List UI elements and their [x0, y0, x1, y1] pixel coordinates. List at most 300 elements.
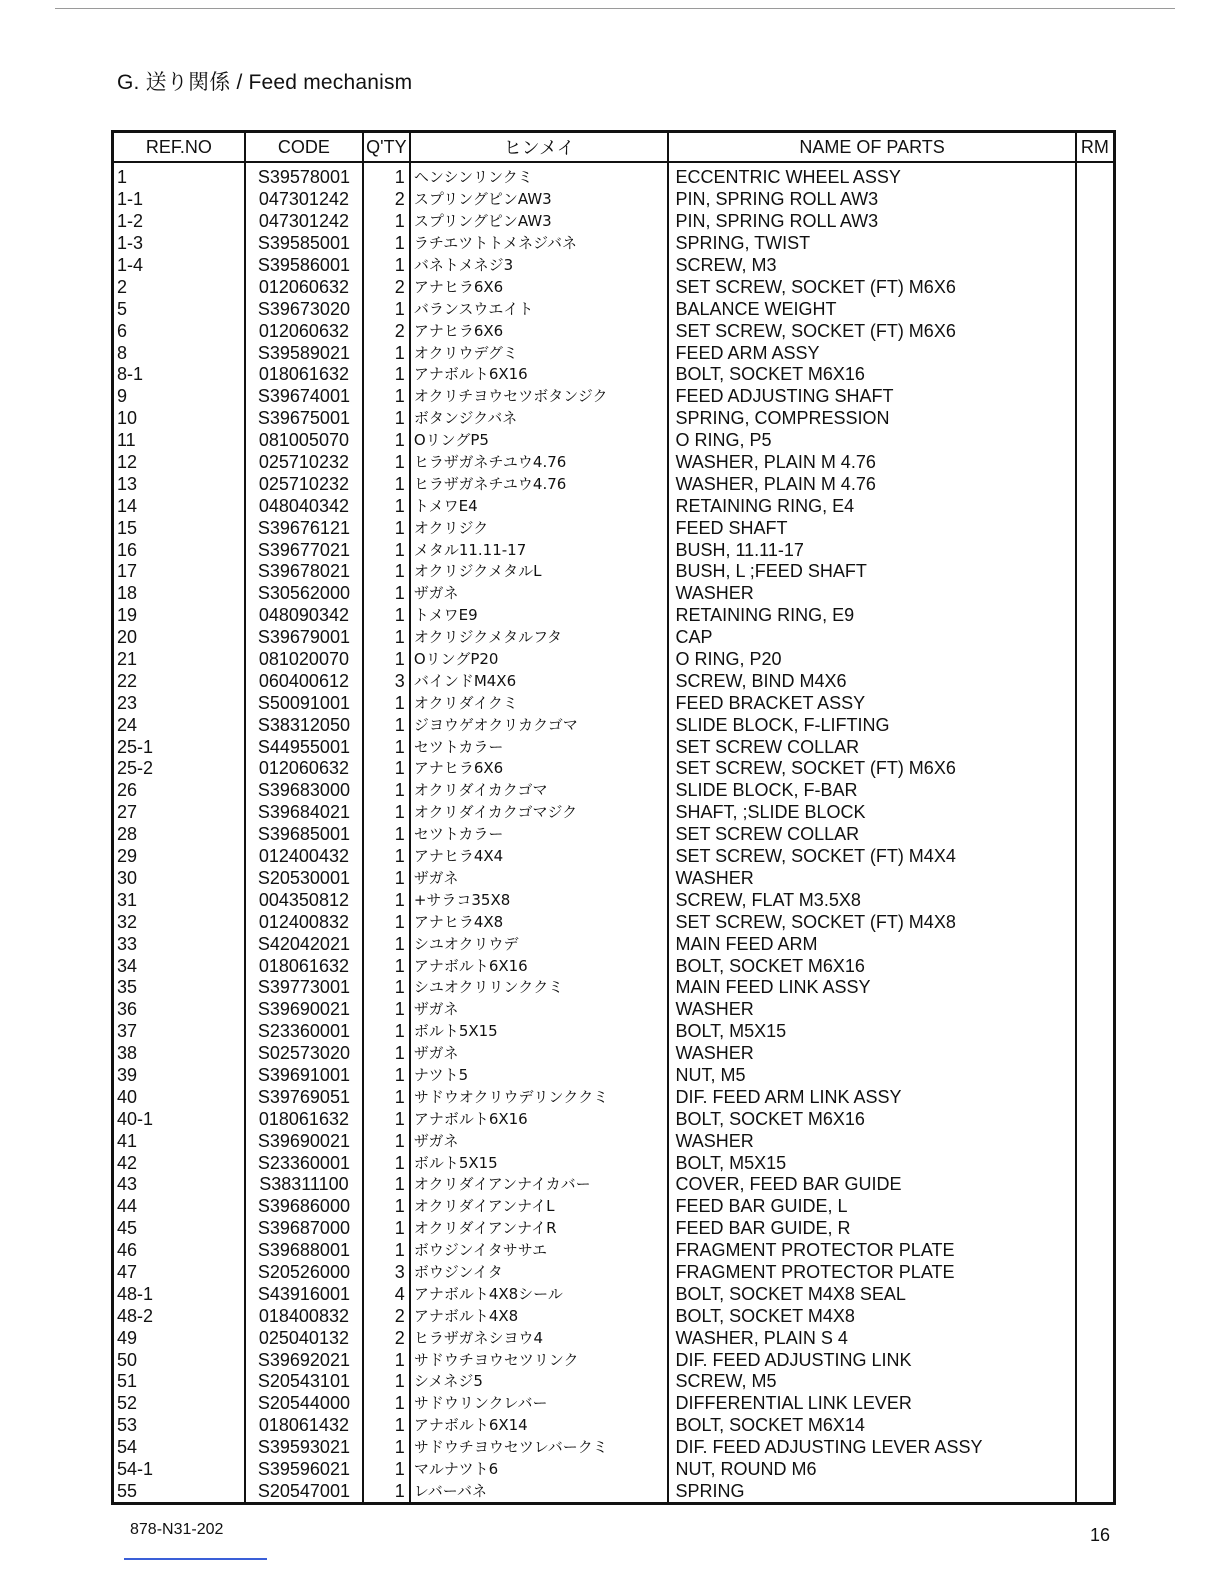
code-cell: S39593021: [245, 1437, 363, 1459]
remarks-cell: [1076, 824, 1115, 846]
qty-cell: 1: [363, 1196, 410, 1218]
table-row: [113, 911, 1115, 933]
ref-no-cell: 42: [113, 1152, 245, 1174]
table-row: [113, 955, 1115, 977]
part-name-cell: DIFFERENTIAL LINK LEVER: [668, 1393, 1075, 1415]
code-cell: 048040342: [245, 495, 363, 517]
kana-name-cell: アナボルト6X16: [410, 364, 669, 386]
ref-no-cell: 1-1: [113, 189, 245, 211]
qty-cell: 1: [363, 1218, 410, 1240]
ref-no-cell: 1-2: [113, 211, 245, 233]
table-row: [113, 1327, 1115, 1349]
table-row: [113, 1349, 1115, 1371]
kana-name-cell: ヒラザガネチユウ4.76: [410, 473, 669, 495]
table-row: [113, 473, 1115, 495]
kana-name-cell: サドウオクリウデリンククミ: [410, 1086, 669, 1108]
code-cell: S39673020: [245, 298, 363, 320]
ref-no-cell: 14: [113, 495, 245, 517]
kana-name-cell: OリングP20: [410, 649, 669, 671]
qty-cell: 2: [363, 1305, 410, 1327]
qty-cell: 1: [363, 605, 410, 627]
table-row: [113, 1415, 1115, 1437]
qty-cell: 1: [363, 1415, 410, 1437]
part-name-cell: BALANCE WEIGHT: [668, 298, 1075, 320]
table-row: [113, 627, 1115, 649]
code-cell: S39578001: [245, 162, 363, 189]
ref-no-cell: 48-1: [113, 1283, 245, 1305]
table-row: [113, 802, 1115, 824]
qty-cell: 1: [363, 408, 410, 430]
ref-no-cell: 2: [113, 276, 245, 298]
part-name-cell: SPRING, TWIST: [668, 233, 1075, 255]
qty-cell: 1: [363, 933, 410, 955]
table-row: [113, 1480, 1115, 1503]
table-row: [113, 1043, 1115, 1065]
ref-no-cell: 45: [113, 1218, 245, 1240]
table-row: [113, 670, 1115, 692]
qty-cell: 1: [363, 561, 410, 583]
code-cell: S39674001: [245, 386, 363, 408]
code-cell: S39690021: [245, 999, 363, 1021]
remarks-cell: [1076, 1305, 1115, 1327]
qty-cell: 3: [363, 1262, 410, 1284]
code-cell: 012060632: [245, 320, 363, 342]
qty-cell: 1: [363, 1480, 410, 1503]
remarks-cell: [1076, 1371, 1115, 1393]
part-name-cell: SCREW, FLAT M3.5X8: [668, 889, 1075, 911]
remarks-cell: [1076, 162, 1115, 189]
code-cell: 018061632: [245, 955, 363, 977]
remarks-cell: [1076, 1174, 1115, 1196]
code-cell: S39679001: [245, 627, 363, 649]
part-name-cell: O RING, P20: [668, 649, 1075, 671]
code-cell: 018061632: [245, 364, 363, 386]
table-row: [113, 211, 1115, 233]
ref-no-cell: 8: [113, 342, 245, 364]
kana-name-cell: オクリダイアンナイR: [410, 1218, 669, 1240]
qty-cell: 1: [363, 386, 410, 408]
remarks-cell: [1076, 780, 1115, 802]
qty-cell: 1: [363, 452, 410, 474]
kana-name-cell: トメワE4: [410, 495, 669, 517]
qty-cell: 1: [363, 692, 410, 714]
part-name-cell: WASHER, PLAIN S 4: [668, 1327, 1075, 1349]
code-cell: S02573020: [245, 1043, 363, 1065]
part-name-cell: WASHER: [668, 999, 1075, 1021]
remarks-cell: [1076, 495, 1115, 517]
kana-name-cell: オクリチヨウセツボタンジク: [410, 386, 669, 408]
part-name-cell: DIF. FEED ADJUSTING LINK: [668, 1349, 1075, 1371]
page-number: 16: [1090, 1525, 1111, 1545]
remarks-cell: [1076, 911, 1115, 933]
qty-cell: 1: [363, 1152, 410, 1174]
kana-name-cell: バネトメネジ3: [410, 255, 669, 277]
ref-no-cell: 39: [113, 1065, 245, 1087]
qty-cell: 1: [363, 162, 410, 189]
ref-no-cell: 24: [113, 714, 245, 736]
table-row: [113, 583, 1115, 605]
table-row: [113, 1437, 1115, 1459]
remarks-cell: [1076, 846, 1115, 868]
qty-cell: 1: [363, 889, 410, 911]
table-row: [113, 649, 1115, 671]
table-row: [113, 408, 1115, 430]
table-row: [113, 1240, 1115, 1262]
table-row: [113, 1371, 1115, 1393]
qty-cell: 1: [363, 1108, 410, 1130]
kana-name-cell: アナボルト6X16: [410, 955, 669, 977]
kana-name-cell: ザガネ: [410, 999, 669, 1021]
remarks-cell: [1076, 342, 1115, 364]
code-cell: S39675001: [245, 408, 363, 430]
part-name-cell: BOLT, SOCKET M6X16: [668, 955, 1075, 977]
kana-name-cell: オクリジクメタルフタ: [410, 627, 669, 649]
remarks-cell: [1076, 714, 1115, 736]
kana-name-cell: アナボルト6X16: [410, 1108, 669, 1130]
ref-no-cell: 32: [113, 911, 245, 933]
kana-name-cell: ボウジンイタササエ: [410, 1240, 669, 1262]
ref-no-cell: 23: [113, 692, 245, 714]
code-cell: S20526000: [245, 1262, 363, 1284]
code-cell: 012400432: [245, 846, 363, 868]
table-row: [113, 1218, 1115, 1240]
ref-no-cell: 10: [113, 408, 245, 430]
code-cell: 025710232: [245, 473, 363, 495]
part-name-cell: RETAINING RING, E9: [668, 605, 1075, 627]
table-row: [113, 714, 1115, 736]
part-name-cell: MAIN FEED LINK ASSY: [668, 977, 1075, 999]
kana-name-cell: マルナツト6: [410, 1459, 669, 1481]
remarks-cell: [1076, 233, 1115, 255]
kana-name-cell: オクリダイアンナイカバー: [410, 1174, 669, 1196]
remarks-cell: [1076, 255, 1115, 277]
kana-name-cell: アナヒラ4X4: [410, 846, 669, 868]
remarks-cell: [1076, 977, 1115, 999]
table-row: [113, 320, 1115, 342]
qty-cell: 2: [363, 189, 410, 211]
qty-cell: 1: [363, 649, 410, 671]
part-name-cell: SPRING, COMPRESSION: [668, 408, 1075, 430]
code-cell: S39678021: [245, 561, 363, 583]
kana-name-cell: アナヒラ4X8: [410, 911, 669, 933]
qty-cell: 1: [363, 1349, 410, 1371]
table-row: [113, 889, 1115, 911]
kana-name-cell: アナボルト4X8: [410, 1305, 669, 1327]
part-name-cell: SLIDE BLOCK, F-LIFTING: [668, 714, 1075, 736]
qty-cell: 1: [363, 364, 410, 386]
kana-name-cell: バインドM4X6: [410, 670, 669, 692]
qty-cell: 1: [363, 539, 410, 561]
remarks-cell: [1076, 1065, 1115, 1087]
part-name-cell: MAIN FEED ARM: [668, 933, 1075, 955]
page-title: G. 送り関係 / Feed mechanism: [117, 71, 413, 94]
qty-cell: 1: [363, 1240, 410, 1262]
qty-cell: 1: [363, 802, 410, 824]
remarks-cell: [1076, 955, 1115, 977]
ref-no-cell: 53: [113, 1415, 245, 1437]
kana-name-cell: セツトカラー: [410, 824, 669, 846]
ref-no-cell: 21: [113, 649, 245, 671]
code-cell: S23360001: [245, 1021, 363, 1043]
code-cell: S39684021: [245, 802, 363, 824]
code-cell: S38311100: [245, 1174, 363, 1196]
qty-cell: 1: [363, 1043, 410, 1065]
remarks-cell: [1076, 386, 1115, 408]
table-row: [113, 255, 1115, 277]
ref-no-cell: 31: [113, 889, 245, 911]
qty-cell: 1: [363, 1437, 410, 1459]
ref-no-cell: 47: [113, 1262, 245, 1284]
qty-cell: 2: [363, 1327, 410, 1349]
part-name-cell: FRAGMENT PROTECTOR PLATE: [668, 1240, 1075, 1262]
parts-table-body: [113, 162, 1115, 1504]
kana-name-cell: ヘンシンリンクミ: [410, 162, 669, 189]
remarks-cell: [1076, 1480, 1115, 1503]
code-cell: 012060632: [245, 758, 363, 780]
ref-no-cell: 35: [113, 977, 245, 999]
part-name-cell: DIF. FEED ADJUSTING LEVER ASSY: [668, 1437, 1075, 1459]
kana-name-cell: オクリダイクミ: [410, 692, 669, 714]
ref-no-cell: 48-2: [113, 1305, 245, 1327]
remarks-cell: [1076, 1130, 1115, 1152]
remarks-cell: [1076, 999, 1115, 1021]
remarks-cell: [1076, 1240, 1115, 1262]
part-name-cell: COVER, FEED BAR GUIDE: [668, 1174, 1075, 1196]
ref-no-cell: 26: [113, 780, 245, 802]
remarks-cell: [1076, 1152, 1115, 1174]
table-row: [113, 846, 1115, 868]
part-name-cell: FEED SHAFT: [668, 517, 1075, 539]
code-cell: 081020070: [245, 649, 363, 671]
part-name-cell: O RING, P5: [668, 430, 1075, 452]
qty-cell: 1: [363, 1086, 410, 1108]
code-cell: S39769051: [245, 1086, 363, 1108]
kana-name-cell: アナヒラ6X6: [410, 276, 669, 298]
code-cell: S39677021: [245, 539, 363, 561]
remarks-cell: [1076, 473, 1115, 495]
remarks-cell: [1076, 692, 1115, 714]
part-name-cell: SLIDE BLOCK, F-BAR: [668, 780, 1075, 802]
part-name-cell: SCREW, M3: [668, 255, 1075, 277]
code-cell: S20530001: [245, 868, 363, 890]
qty-cell: 1: [363, 1021, 410, 1043]
ref-no-cell: 29: [113, 846, 245, 868]
remarks-cell: [1076, 1108, 1115, 1130]
ref-no-cell: 55: [113, 1480, 245, 1503]
remarks-cell: [1076, 1459, 1115, 1481]
qty-cell: 1: [363, 999, 410, 1021]
kana-name-cell: ザガネ: [410, 583, 669, 605]
remarks-cell: [1076, 539, 1115, 561]
ref-no-cell: 33: [113, 933, 245, 955]
part-name-cell: RETAINING RING, E4: [668, 495, 1075, 517]
part-name-cell: BUSH, 11.11-17: [668, 539, 1075, 561]
qty-cell: 2: [363, 320, 410, 342]
qty-cell: 1: [363, 473, 410, 495]
remarks-cell: [1076, 1021, 1115, 1043]
code-cell: S30562000: [245, 583, 363, 605]
kana-name-cell: オクリジクメタルL: [410, 561, 669, 583]
code-cell: S39690021: [245, 1130, 363, 1152]
qty-cell: 1: [363, 1371, 410, 1393]
part-name-cell: PIN, SPRING ROLL AW3: [668, 189, 1075, 211]
table-row: [113, 1459, 1115, 1481]
table-row: [113, 364, 1115, 386]
ref-no-cell: 25-2: [113, 758, 245, 780]
code-cell: S20543101: [245, 1371, 363, 1393]
code-cell: S39596021: [245, 1459, 363, 1481]
table-row: [113, 736, 1115, 758]
part-name-cell: SET SCREW, SOCKET (FT) M6X6: [668, 758, 1075, 780]
code-cell: S39687000: [245, 1218, 363, 1240]
table-row: [113, 517, 1115, 539]
kana-name-cell: シメネジ5: [410, 1371, 669, 1393]
code-cell: S38312050: [245, 714, 363, 736]
qty-cell: 1: [363, 255, 410, 277]
remarks-cell: [1076, 1086, 1115, 1108]
kana-name-cell: スプリングピンAW3: [410, 211, 669, 233]
header-remarks: RM: [1076, 132, 1115, 163]
remarks-cell: [1076, 605, 1115, 627]
kana-name-cell: シユオクリリンククミ: [410, 977, 669, 999]
ref-no-cell: 8-1: [113, 364, 245, 386]
part-name-cell: BOLT, SOCKET M6X16: [668, 1108, 1075, 1130]
kana-name-cell: オクリダイカクゴマジク: [410, 802, 669, 824]
kana-name-cell: ザガネ: [410, 1043, 669, 1065]
remarks-cell: [1076, 1327, 1115, 1349]
part-name-cell: FEED BAR GUIDE, R: [668, 1218, 1075, 1240]
code-cell: 025040132: [245, 1327, 363, 1349]
ref-no-cell: 19: [113, 605, 245, 627]
code-cell: S42042021: [245, 933, 363, 955]
part-name-cell: PIN, SPRING ROLL AW3: [668, 211, 1075, 233]
ref-no-cell: 17: [113, 561, 245, 583]
table-row: [113, 1393, 1115, 1415]
ref-no-cell: 49: [113, 1327, 245, 1349]
qty-cell: 1: [363, 627, 410, 649]
ref-no-cell: 12: [113, 452, 245, 474]
remarks-cell: [1076, 802, 1115, 824]
remarks-cell: [1076, 670, 1115, 692]
code-cell: 018061432: [245, 1415, 363, 1437]
qty-cell: 1: [363, 758, 410, 780]
code-cell: S39688001: [245, 1240, 363, 1262]
kana-name-cell: トメワE9: [410, 605, 669, 627]
ref-no-cell: 15: [113, 517, 245, 539]
kana-name-cell: アナボルト4X8シール: [410, 1283, 669, 1305]
code-cell: 018061632: [245, 1108, 363, 1130]
code-cell: S39691001: [245, 1065, 363, 1087]
table-row: [113, 780, 1115, 802]
remarks-cell: [1076, 1437, 1115, 1459]
qty-cell: 1: [363, 911, 410, 933]
part-name-cell: SET SCREW, SOCKET (FT) M6X6: [668, 276, 1075, 298]
part-name-cell: BOLT, SOCKET M4X8: [668, 1305, 1075, 1327]
kana-name-cell: ナツト5: [410, 1065, 669, 1087]
table-row: [113, 692, 1115, 714]
qty-cell: 1: [363, 430, 410, 452]
part-name-cell: SET SCREW, SOCKET (FT) M6X6: [668, 320, 1075, 342]
ref-no-cell: 28: [113, 824, 245, 846]
code-cell: 048090342: [245, 605, 363, 627]
table-row: [113, 298, 1115, 320]
remarks-cell: [1076, 736, 1115, 758]
ref-no-cell: 1-3: [113, 233, 245, 255]
remarks-cell: [1076, 298, 1115, 320]
qty-cell: 1: [363, 298, 410, 320]
ref-no-cell: 41: [113, 1130, 245, 1152]
table-row: [113, 276, 1115, 298]
table-row: [113, 824, 1115, 846]
footer-rule: [124, 1558, 267, 1560]
qty-cell: 3: [363, 670, 410, 692]
qty-cell: 4: [363, 1283, 410, 1305]
ref-no-cell: 20: [113, 627, 245, 649]
ref-no-cell: 11: [113, 430, 245, 452]
kana-name-cell: アナヒラ6X6: [410, 320, 669, 342]
qty-cell: 1: [363, 211, 410, 233]
code-cell: S23360001: [245, 1152, 363, 1174]
table-row: [113, 999, 1115, 1021]
kana-name-cell: ボタンジクバネ: [410, 408, 669, 430]
code-cell: 018400832: [245, 1305, 363, 1327]
qty-cell: 1: [363, 1174, 410, 1196]
part-name-cell: SET SCREW, SOCKET (FT) M4X4: [668, 846, 1075, 868]
table-row: [113, 495, 1115, 517]
code-cell: S44955001: [245, 736, 363, 758]
table-row: [113, 1305, 1115, 1327]
table-row: [113, 1283, 1115, 1305]
ref-no-cell: 40-1: [113, 1108, 245, 1130]
kana-name-cell: セツトカラー: [410, 736, 669, 758]
table-row: [113, 605, 1115, 627]
remarks-cell: [1076, 1393, 1115, 1415]
kana-name-cell: +サラコ35X8: [410, 889, 669, 911]
part-name-cell: SCREW, BIND M4X6: [668, 670, 1075, 692]
kana-name-cell: ボルト5X15: [410, 1021, 669, 1043]
header-qty: Q'TY: [363, 132, 410, 163]
ref-no-cell: 9: [113, 386, 245, 408]
header-ref-no: REF.NO: [113, 132, 245, 163]
code-cell: S43916001: [245, 1283, 363, 1305]
table-header-row: [113, 132, 1115, 163]
code-cell: S39585001: [245, 233, 363, 255]
table-row: [113, 233, 1115, 255]
part-name-cell: WASHER: [668, 868, 1075, 890]
table-row: [113, 162, 1115, 189]
part-name-cell: SCREW, M5: [668, 1371, 1075, 1393]
ref-no-cell: 34: [113, 955, 245, 977]
remarks-cell: [1076, 189, 1115, 211]
kana-name-cell: ボウジンイタ: [410, 1262, 669, 1284]
table-row: [113, 539, 1115, 561]
kana-name-cell: ジヨウゲオクリカクゴマ: [410, 714, 669, 736]
kana-name-cell: ラチエツトトメネジバネ: [410, 233, 669, 255]
kana-name-cell: サドウチヨウセツリンク: [410, 1349, 669, 1371]
part-name-cell: WASHER: [668, 1130, 1075, 1152]
code-cell: 004350812: [245, 889, 363, 911]
table-row: [113, 1130, 1115, 1152]
part-name-cell: NUT, M5: [668, 1065, 1075, 1087]
qty-cell: 1: [363, 955, 410, 977]
code-cell: S39589021: [245, 342, 363, 364]
table-row: [113, 1108, 1115, 1130]
part-name-cell: DIF. FEED ARM LINK ASSY: [668, 1086, 1075, 1108]
ref-no-cell: 25-1: [113, 736, 245, 758]
kana-name-cell: ザガネ: [410, 868, 669, 890]
code-cell: 060400612: [245, 670, 363, 692]
code-cell: 012400832: [245, 911, 363, 933]
